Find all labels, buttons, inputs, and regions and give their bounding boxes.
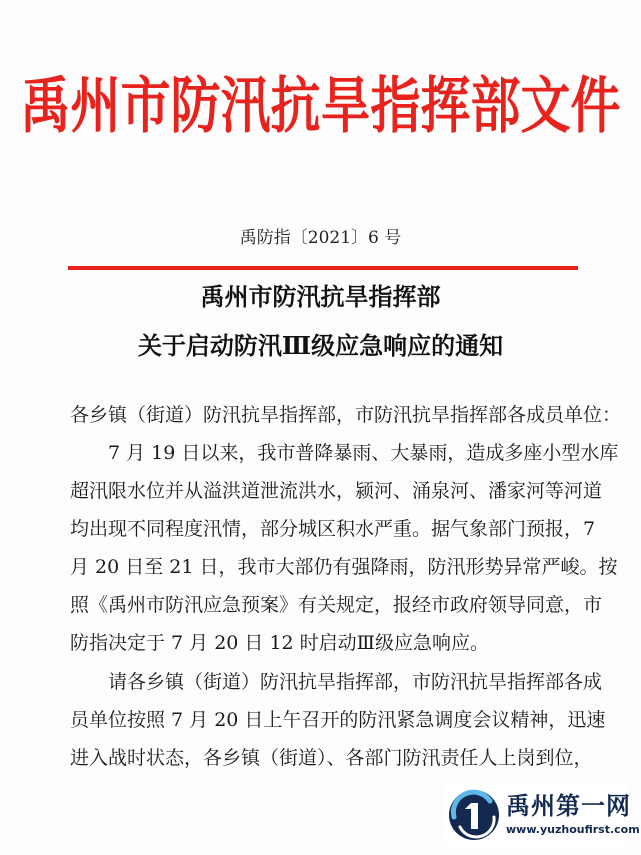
paragraph-line: 防指决定于 7 月 20 日 12 时启动Ⅲ级应急响应。 (70, 632, 490, 654)
paragraph-line: 均出现不同程度汛情，部分城区积水严重。据气象部门预报，7 (70, 518, 596, 540)
paragraph-1 (70, 434, 619, 662)
paragraph-line: 请各乡镇（街道）防汛抗旱指挥部，市防汛抗旱指挥部各成 (108, 671, 603, 693)
document-header-title: 禹州市防汛抗旱指挥部文件 (20, 70, 621, 142)
site-watermark (444, 783, 640, 847)
red-divider-line (68, 266, 578, 270)
salutation (70, 396, 622, 434)
paragraph-line: 进入战时状态，各乡镇（街道）、各部门防汛责任人上岗到位， (70, 747, 593, 769)
site-url: www.yuzhoufirst.com (506, 823, 640, 836)
paragraph-line: 照《禹州市防汛应急预案》有关规定，报经市政府领导同意，市 (70, 594, 603, 616)
paragraph-2 (70, 663, 606, 777)
paragraph-line: 7 月 19 日以来，我市普降暴雨、大暴雨，造成多座小型水库 (108, 442, 619, 464)
notice-title-line-2: 关于启动防汛Ⅲ级应急响应的通知 (137, 331, 504, 360)
salutation-text: 各乡镇（街道）防汛抗旱指挥部，市防汛抗旱指挥部各成员单位： (70, 404, 622, 426)
paragraph-line: 超汛限水位并从溢洪道泄流洪水，颍河、涌泉河、潘家河等河道 (70, 480, 603, 502)
paragraph-line: 员单位按照 7 月 20 日上午召开的防汛紧急调度会议精神，迅速 (70, 709, 606, 731)
site-logo-icon (446, 787, 502, 843)
notice-title-line-1: 禹州市防汛抗旱指挥部 (200, 282, 441, 311)
paragraph-line: 月 20 日至 21 日，我市大部仍有强降雨，防汛形势异常严峻。按 (70, 556, 618, 578)
site-name: 禹州第一网 (506, 792, 631, 820)
document-number: 禹防指〔2021〕6 号 (239, 228, 402, 248)
